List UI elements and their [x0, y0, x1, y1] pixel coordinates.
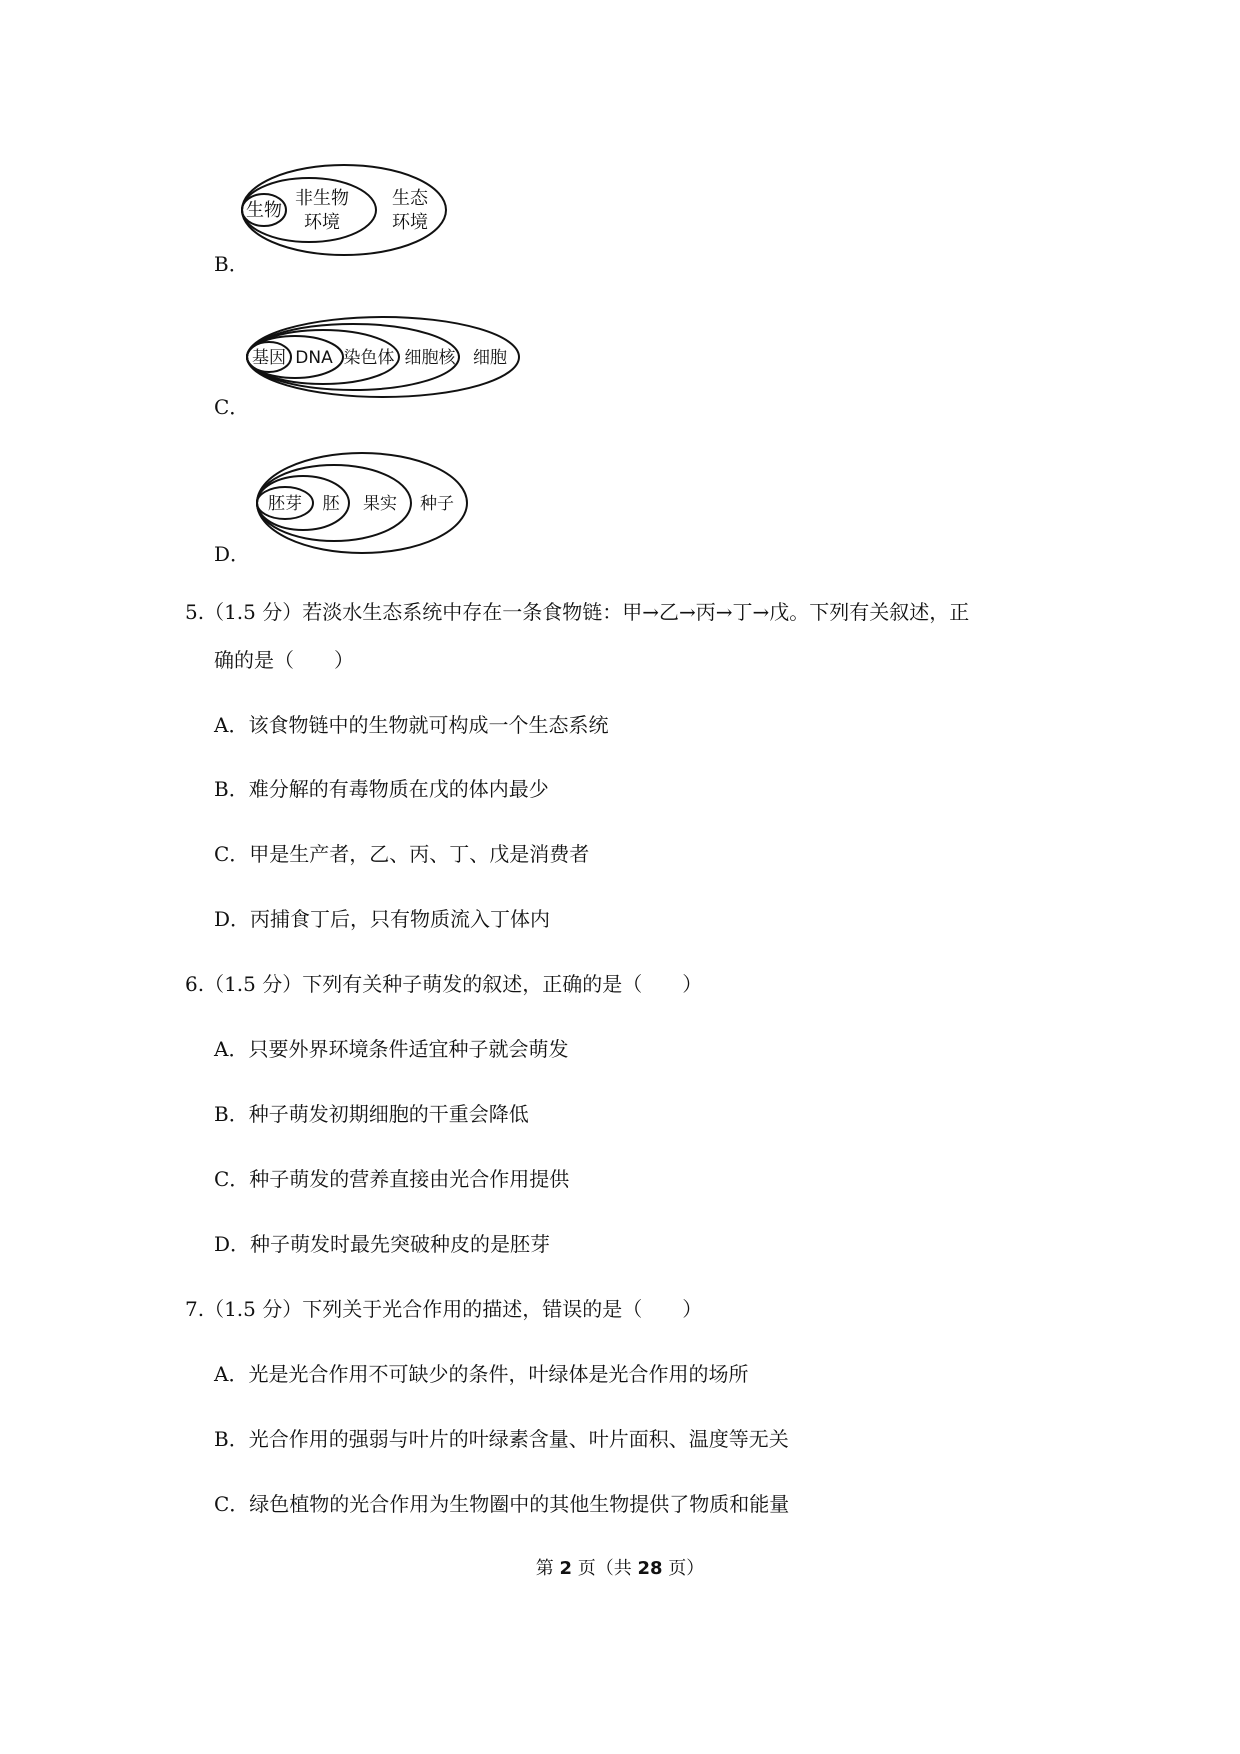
- question-7-option-b: B．光合作用的强弱与叶片的叶绿素含量、叶片面积、温度等无关: [214, 1427, 789, 1451]
- question-7-option-c: C．绿色植物的光合作用为生物圈中的其他生物提供了物质和能量: [214, 1492, 790, 1516]
- diagram-c: [245, 310, 525, 400]
- question-6-option-a: A．只要外界环境条件适宜种子就会萌发: [214, 1037, 569, 1061]
- page-footer: [0, 1557, 1240, 1581]
- question-5-option-d: D．丙捕食丁后，只有物质流入丁体内: [214, 907, 551, 931]
- footer-middle: 页（共: [572, 1558, 638, 1579]
- diagram-d-label-4: 种子: [420, 494, 454, 514]
- option-c-label: C．: [214, 395, 250, 419]
- diagram-d-label-3: 果实: [363, 494, 397, 514]
- question-6-option-d: D．种子萌发时最先突破种皮的是胚芽: [214, 1232, 551, 1256]
- question-5-stem-line-1: 5.（1.5 分）若淡水生态系统中存在一条食物链：甲→乙→丙→丁→戊。下列有关叙述，正: [185, 600, 970, 624]
- question-5-option-a: A．该食物链中的生物就可构成一个生态系统: [214, 713, 609, 737]
- diagram-b-outer-label-2: 环境: [392, 212, 428, 233]
- question-5-stem-line-2: 确的是（ ）: [214, 648, 354, 672]
- diagram-b-outer-label-1: 生态: [392, 188, 428, 209]
- diagram-c-label-5: 细胞: [473, 348, 507, 368]
- diagram-d-label-2: 胚: [322, 494, 340, 514]
- diagram-c-label-4: 细胞核: [404, 348, 456, 368]
- footer-total-pages: 28: [637, 1558, 663, 1579]
- footer-page-number: 2: [559, 1558, 572, 1579]
- diagram-b: [240, 160, 460, 260]
- diagram-b-middle-label-2: 环境: [304, 212, 340, 233]
- question-5-option-b: B．难分解的有毒物质在戊的体内最少: [214, 777, 549, 801]
- diagram-b-middle-label-1: 非生物: [295, 188, 349, 209]
- option-d-label: D．: [214, 542, 251, 566]
- diagram-b-inner-label: 生物: [246, 200, 282, 221]
- diagram-c-label-3: 染色体: [343, 348, 395, 368]
- diagram-c-label-2: DNA: [295, 348, 333, 368]
- question-5-option-c: C．甲是生产者，乙、丙、丁、戊是消费者: [214, 842, 590, 866]
- question-7-option-a: A．光是光合作用不可缺少的条件，叶绿体是光合作用的场所: [214, 1362, 749, 1386]
- diagram-d: [255, 450, 475, 556]
- footer-prefix: 第: [535, 1558, 560, 1579]
- footer-suffix: 页）: [662, 1558, 705, 1579]
- diagram-d-label-1: 胚芽: [268, 494, 302, 514]
- diagram-c-label-1: 基因: [252, 348, 286, 368]
- option-b-label: B．: [214, 252, 249, 276]
- question-6-option-b: B．种子萌发初期细胞的干重会降低: [214, 1102, 529, 1126]
- question-6-option-c: C．种子萌发的营养直接由光合作用提供: [214, 1167, 570, 1191]
- question-7-stem: 7.（1.5 分）下列关于光合作用的描述，错误的是（ ）: [185, 1297, 703, 1321]
- question-6-stem: 6.（1.5 分）下列有关种子萌发的叙述，正确的是（ ）: [185, 972, 703, 996]
